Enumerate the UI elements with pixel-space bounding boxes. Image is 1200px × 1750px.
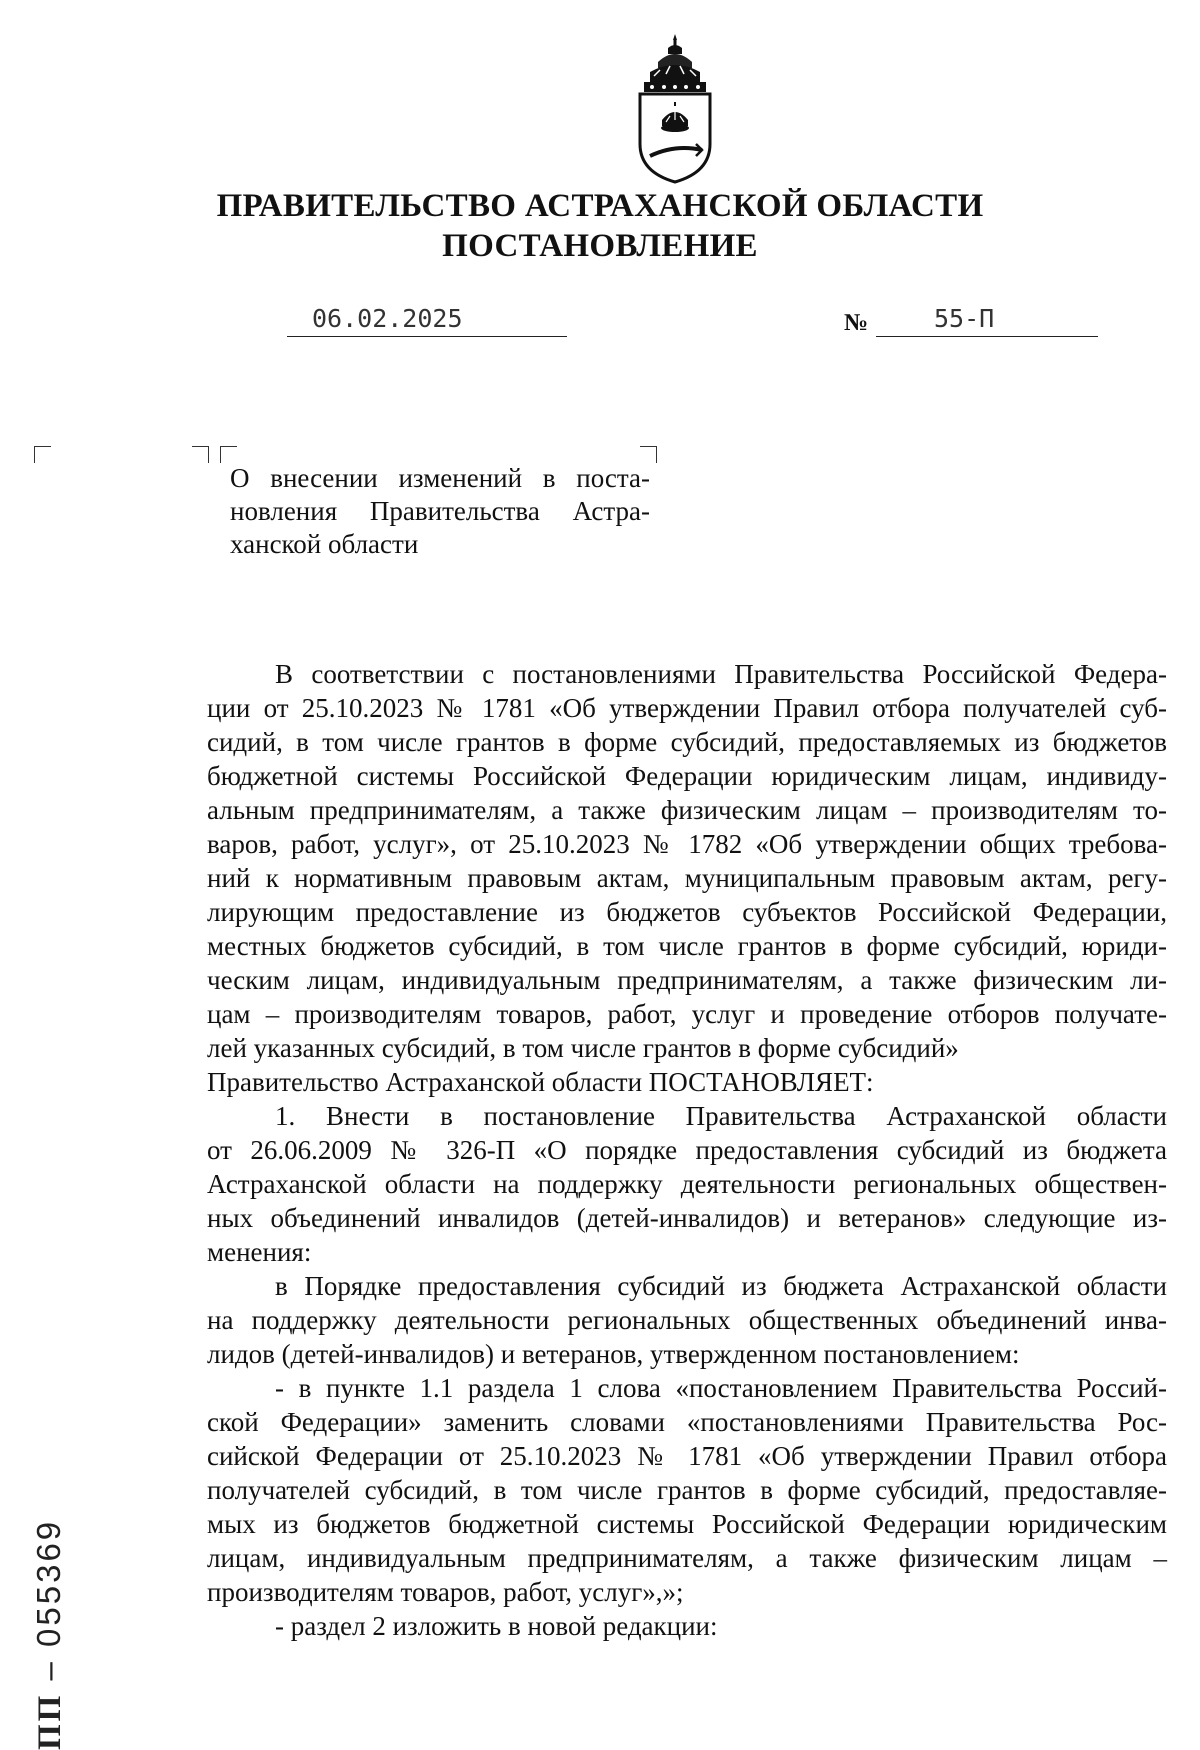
serial-dash: – [30,1646,67,1693]
body-line: сидий, в том числе грантов в форме субсидий, предоставляемых из бюджетов [207,727,1167,757]
body-line: лидов (детей-инвалидов) и ветеранов, утвержденном постановлением: [207,1339,1020,1369]
header-document-type: ПОСТАНОВЛЕНИЕ [442,228,758,264]
body-line: лей указанных субсидий, в том числе грантов в форме субсидий» [207,1033,959,1063]
number-field [876,306,1098,337]
number-sign: № [844,310,869,336]
body-line: - раздел 2 изложить в новой редакции: [275,1611,718,1641]
body-line: Астраханской области на поддержку деятельности региональных обществен- [207,1169,1167,1199]
subject-block [230,462,650,561]
body-line: лирующим предоставление из бюджетов субъектов Российской Федерации, [207,897,1167,927]
document-body [207,657,1167,1643]
serial-prefix: ПП [32,1692,68,1750]
body-line: от 26.06.2009 № 326-П «О порядке предоставления субсидий из бюджета [207,1135,1167,1165]
body-line: ных объединений инвалидов (детей-инвалидов) и ветеранов» следующие из- [207,1203,1167,1233]
body-line: ции от 25.10.2023 № 1781 «Об утверждении Правил отбора получателей суб- [207,693,1167,723]
subject-corner-mark [640,446,657,463]
body-line: В соответствии с постановлениями Правительства Российской Федера- [275,659,1167,689]
body-line: менения: [207,1237,312,1267]
body-line: альным предпринимателям, а также физическим лицам – производителям то- [207,795,1167,825]
subject-line: ханской области [230,529,419,559]
body-line: ской Федерации» заменить словами «постановлениями Правительства Рос- [207,1407,1167,1437]
document-number: 55-П [934,304,995,333]
body-line: на поддержку деятельности региональных общественных объединений инва- [207,1305,1167,1335]
header-government-title: ПРАВИТЕЛЬСТВО АСТРАХАНСКОЙ ОБЛАСТИ [216,188,984,224]
margin-corner-mark [34,446,51,463]
body-line: - в пункте 1.1 раздела 1 слова «постановлением Правительства Россий- [275,1373,1167,1403]
body-line: ческим лицам, индивидуальным предпринимателям, а также физическим ли- [207,965,1167,995]
subject-corner-mark [220,446,237,463]
margin-corner-mark [192,446,209,463]
body-line: варов, работ, услуг», от 25.10.2023 № 1782 «Об утверждении общих требова- [207,829,1167,859]
body-line: Правительство Астраханской области ПОСТАНОВЛЯЕТ: [207,1067,874,1097]
document-date: 06.02.2025 [312,304,463,333]
body-line: получателей субсидий, в том числе грантов в форме субсидий, предоставляе- [207,1475,1167,1505]
date-field [287,306,567,337]
coat-of-arms-icon [630,32,720,184]
body-line: ний к нормативным правовым актам, муниципальным правовым актам, регу- [207,863,1167,893]
form-serial-number [30,1400,70,1750]
body-line: в Порядке предоставления субсидий из бюджета Астраханской области [275,1271,1167,1301]
subject-line: О внесении изменений в поста- [230,463,650,493]
body-line: сийской Федерации от 25.10.2023 № 1781 «Об утверждении Правил отбора [207,1441,1167,1471]
body-line: бюджетной системы Российской Федерации юридическим лицам, индивиду- [207,761,1167,791]
serial-digits: 055369 [30,1518,67,1647]
body-line: цам – производителям товаров, работ, услуг и проведение отборов получате- [207,999,1167,1029]
body-line: 1. Внести в постановление Правительства Астраханской области [275,1101,1167,1131]
body-line: лицам, индивидуальным предпринимателям, а также физическим лицам – [207,1543,1167,1573]
body-line: мых из бюджетов бюджетной системы Российской Федерации юридическим [207,1509,1167,1539]
subject-line: новления Правительства Астра- [230,496,650,526]
body-line: местных бюджетов субсидий, в том числе грантов в форме субсидий, юриди- [207,931,1167,961]
body-line: производителям товаров, работ, услуг»,»; [207,1577,684,1607]
